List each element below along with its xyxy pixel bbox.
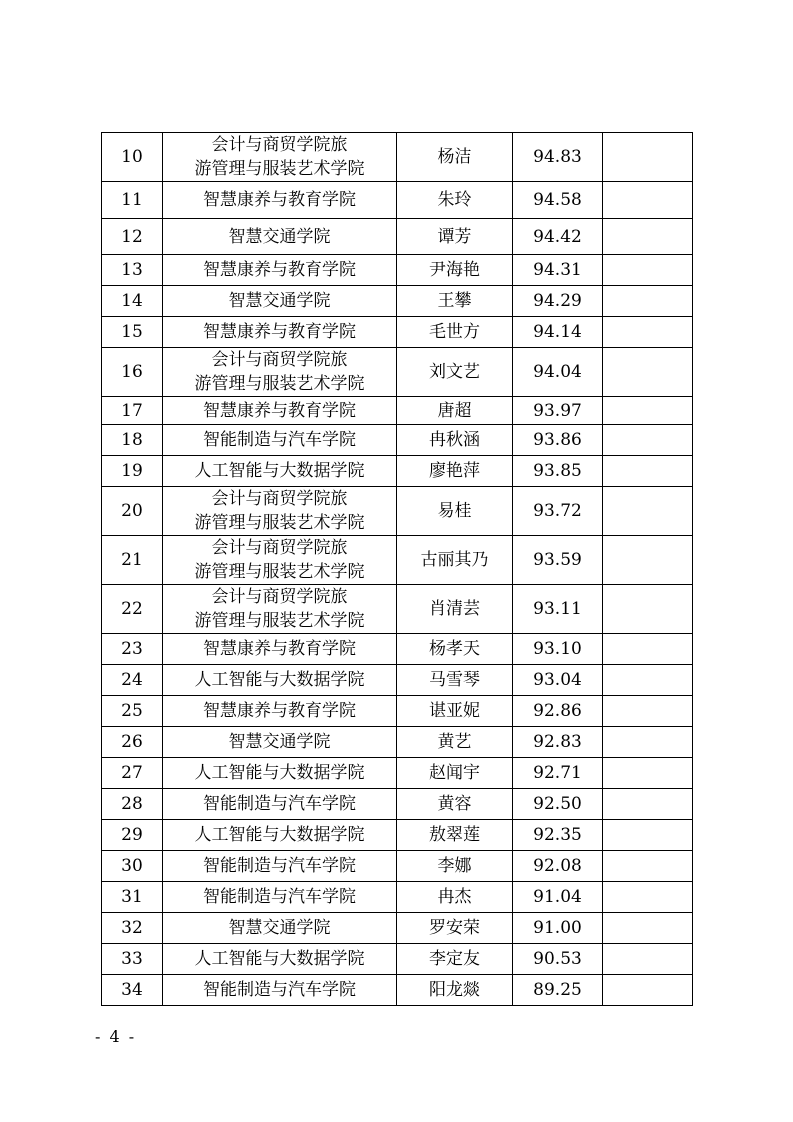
table-row (102, 397, 693, 425)
college-cell: 智能制造与汽车学院 (163, 975, 397, 1006)
note-cell (603, 286, 693, 317)
rank-cell: 25 (102, 696, 163, 727)
rank-cell: 14 (102, 286, 163, 317)
table-row (102, 634, 693, 665)
rank-cell: 13 (102, 255, 163, 286)
table-row (102, 317, 693, 348)
table-row (102, 665, 693, 696)
rank-cell: 12 (102, 219, 163, 255)
college-cell: 会计与商贸学院旅 游管理与服装艺术学院 (163, 133, 397, 182)
table-row (102, 585, 693, 634)
college-cell: 智慧康养与教育学院 (163, 317, 397, 348)
score-cell: 94.04 (513, 348, 603, 397)
college-cell: 人工智能与大数据学院 (163, 665, 397, 696)
rank-cell: 26 (102, 727, 163, 758)
score-cell: 92.35 (513, 820, 603, 851)
score-cell: 94.31 (513, 255, 603, 286)
note-cell (603, 182, 693, 219)
table-row (102, 851, 693, 882)
college-cell: 人工智能与大数据学院 (163, 456, 397, 487)
score-cell: 93.59 (513, 536, 603, 585)
name-cell: 李定友 (397, 944, 513, 975)
score-cell: 93.04 (513, 665, 603, 696)
name-cell: 王攀 (397, 286, 513, 317)
table-row (102, 944, 693, 975)
table-row (102, 286, 693, 317)
note-cell (603, 758, 693, 789)
table-row (102, 182, 693, 219)
name-cell: 谭芳 (397, 219, 513, 255)
name-cell: 黄容 (397, 789, 513, 820)
college-cell: 智慧康养与教育学院 (163, 255, 397, 286)
rank-cell: 24 (102, 665, 163, 696)
note-cell (603, 397, 693, 425)
rank-cell: 22 (102, 585, 163, 634)
note-cell (603, 317, 693, 348)
table-row (102, 456, 693, 487)
name-cell: 赵闻宇 (397, 758, 513, 789)
college-cell: 智慧康养与教育学院 (163, 182, 397, 219)
table-row (102, 913, 693, 944)
rank-cell: 29 (102, 820, 163, 851)
score-cell: 94.14 (513, 317, 603, 348)
name-cell: 冉杰 (397, 882, 513, 913)
college-cell: 智慧康养与教育学院 (163, 634, 397, 665)
name-cell: 朱玲 (397, 182, 513, 219)
table-body (102, 133, 693, 1006)
score-cell: 93.10 (513, 634, 603, 665)
college-cell: 会计与商贸学院旅 游管理与服装艺术学院 (163, 348, 397, 397)
rank-cell: 17 (102, 397, 163, 425)
score-cell: 93.11 (513, 585, 603, 634)
score-cell: 92.08 (513, 851, 603, 882)
note-cell (603, 133, 693, 182)
name-cell: 马雪琴 (397, 665, 513, 696)
note-cell (603, 487, 693, 536)
note-cell (603, 820, 693, 851)
name-cell: 唐超 (397, 397, 513, 425)
rank-cell: 21 (102, 536, 163, 585)
score-cell: 93.97 (513, 397, 603, 425)
note-cell (603, 851, 693, 882)
note-cell (603, 975, 693, 1006)
rank-cell: 27 (102, 758, 163, 789)
rank-cell: 15 (102, 317, 163, 348)
note-cell (603, 696, 693, 727)
table-row (102, 789, 693, 820)
page-number: - 4 - (95, 1027, 137, 1046)
name-cell: 廖艳萍 (397, 456, 513, 487)
rank-cell: 34 (102, 975, 163, 1006)
note-cell (603, 585, 693, 634)
score-cell: 92.83 (513, 727, 603, 758)
college-cell: 会计与商贸学院旅 游管理与服装艺术学院 (163, 536, 397, 585)
college-cell: 智能制造与汽车学院 (163, 882, 397, 913)
rank-cell: 33 (102, 944, 163, 975)
score-cell: 93.86 (513, 425, 603, 456)
note-cell (603, 665, 693, 696)
name-cell: 杨洁 (397, 133, 513, 182)
college-cell: 智慧交通学院 (163, 727, 397, 758)
table-row (102, 255, 693, 286)
rank-cell: 23 (102, 634, 163, 665)
college-cell: 智慧交通学院 (163, 219, 397, 255)
note-cell (603, 913, 693, 944)
table-row (102, 425, 693, 456)
score-cell: 94.58 (513, 182, 603, 219)
college-cell: 智能制造与汽车学院 (163, 425, 397, 456)
table-row (102, 975, 693, 1006)
note-cell (603, 727, 693, 758)
name-cell: 谌亚妮 (397, 696, 513, 727)
table-row (102, 882, 693, 913)
table-row (102, 348, 693, 397)
college-cell: 智慧交通学院 (163, 286, 397, 317)
rank-cell: 16 (102, 348, 163, 397)
rank-cell: 30 (102, 851, 163, 882)
name-cell: 黄艺 (397, 727, 513, 758)
rank-cell: 32 (102, 913, 163, 944)
note-cell (603, 536, 693, 585)
table-row (102, 820, 693, 851)
score-cell: 92.50 (513, 789, 603, 820)
college-cell: 智慧交通学院 (163, 913, 397, 944)
name-cell: 敖翠莲 (397, 820, 513, 851)
college-cell: 智慧康养与教育学院 (163, 696, 397, 727)
rank-cell: 10 (102, 133, 163, 182)
score-cell: 94.42 (513, 219, 603, 255)
college-cell: 智能制造与汽车学院 (163, 789, 397, 820)
note-cell (603, 944, 693, 975)
name-cell: 毛世方 (397, 317, 513, 348)
note-cell (603, 456, 693, 487)
score-table (101, 132, 693, 1006)
rank-cell: 19 (102, 456, 163, 487)
rank-cell: 28 (102, 789, 163, 820)
score-cell: 92.86 (513, 696, 603, 727)
note-cell (603, 634, 693, 665)
college-cell: 会计与商贸学院旅 游管理与服装艺术学院 (163, 487, 397, 536)
college-cell: 智慧康养与教育学院 (163, 397, 397, 425)
college-cell: 人工智能与大数据学院 (163, 944, 397, 975)
rank-cell: 11 (102, 182, 163, 219)
name-cell: 刘文艺 (397, 348, 513, 397)
table-row (102, 696, 693, 727)
score-cell: 92.71 (513, 758, 603, 789)
note-cell (603, 789, 693, 820)
table-row (102, 219, 693, 255)
college-cell: 人工智能与大数据学院 (163, 758, 397, 789)
name-cell: 李娜 (397, 851, 513, 882)
name-cell: 冉秋涵 (397, 425, 513, 456)
note-cell (603, 425, 693, 456)
note-cell (603, 255, 693, 286)
name-cell: 肖清芸 (397, 585, 513, 634)
rank-cell: 18 (102, 425, 163, 456)
college-cell: 智能制造与汽车学院 (163, 851, 397, 882)
name-cell: 古丽其乃 (397, 536, 513, 585)
name-cell: 尹海艳 (397, 255, 513, 286)
score-cell: 94.83 (513, 133, 603, 182)
college-cell: 人工智能与大数据学院 (163, 820, 397, 851)
name-cell: 杨孝天 (397, 634, 513, 665)
name-cell: 易桂 (397, 487, 513, 536)
table-row (102, 727, 693, 758)
score-cell: 91.04 (513, 882, 603, 913)
rank-cell: 20 (102, 487, 163, 536)
score-cell: 90.53 (513, 944, 603, 975)
score-cell: 91.00 (513, 913, 603, 944)
score-cell: 93.85 (513, 456, 603, 487)
table-row (102, 133, 693, 182)
name-cell: 阳龙燚 (397, 975, 513, 1006)
score-cell: 89.25 (513, 975, 603, 1006)
table-row (102, 487, 693, 536)
note-cell (603, 219, 693, 255)
table-row (102, 536, 693, 585)
score-cell: 94.29 (513, 286, 603, 317)
table-row (102, 758, 693, 789)
name-cell: 罗安荣 (397, 913, 513, 944)
college-cell: 会计与商贸学院旅 游管理与服装艺术学院 (163, 585, 397, 634)
note-cell (603, 348, 693, 397)
note-cell (603, 882, 693, 913)
score-cell: 93.72 (513, 487, 603, 536)
rank-cell: 31 (102, 882, 163, 913)
